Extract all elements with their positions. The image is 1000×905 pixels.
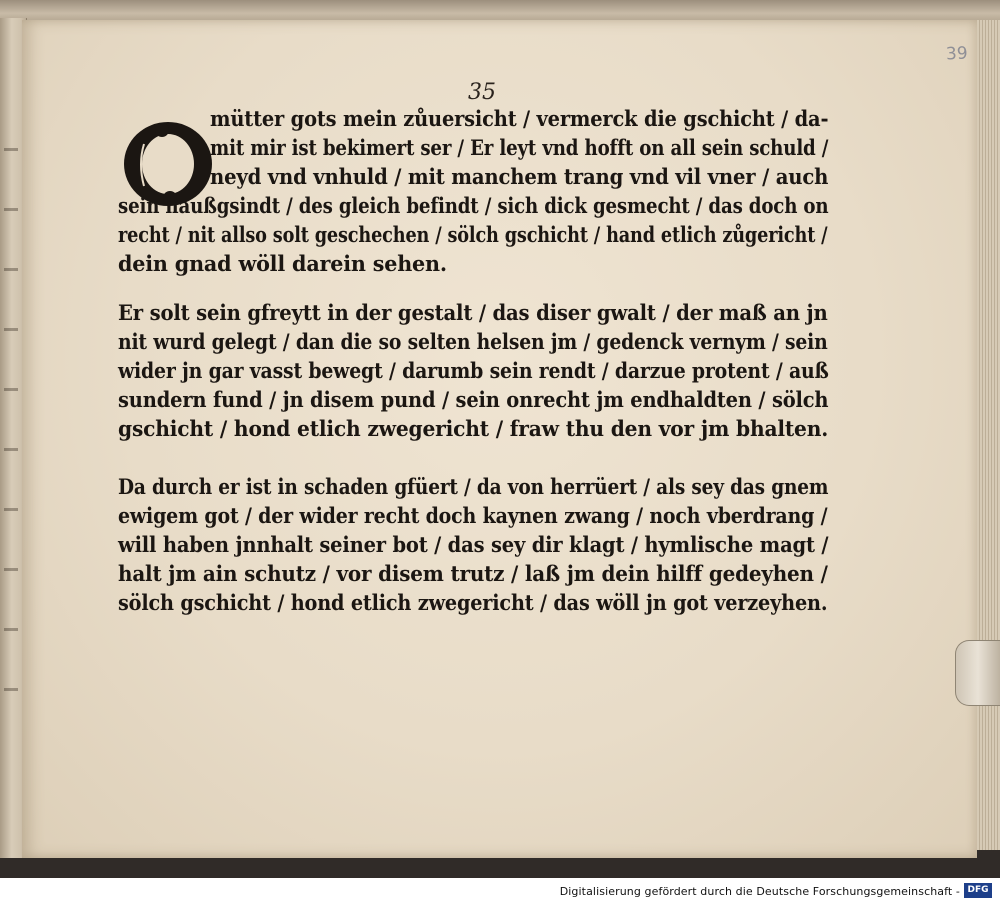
stanza-3 <box>118 472 838 617</box>
stanza-2 <box>118 298 838 443</box>
stanza-1-line-5: recht / nit allso solt geschechen / sölch gschicht / hand etlich zůgericht / <box>118 222 828 247</box>
stanza-1 <box>118 104 838 278</box>
stanza-1-line-1: mütter gots mein zůuersicht / vermerck die gschicht / da- <box>210 106 829 131</box>
stanza-2-line-3: wider jn gar vasst bewegt / darumb sein rendt / darzue protent / auß <box>118 358 829 383</box>
right-page-stack <box>973 20 1000 850</box>
stanza-1-line-3: neyd vnd vnhuld / mit manchem trang vnd vil vner / auch <box>210 164 829 189</box>
page-clip-tab <box>955 640 1000 706</box>
top-book-edge <box>0 0 1000 22</box>
page-number: 35 <box>468 80 496 105</box>
stanza-1-line-4: sein haußgsindt / des gleich befindt / sich dick gesmecht / das doch on <box>118 193 829 218</box>
funding-credit: Digitalisierung gefördert durch die Deutsche Forschungsgemeinschaft - <box>559 885 960 898</box>
stanza-3-line-1: Da durch er ist in schaden gfüert / da von herrüert / als sey das gnem <box>118 474 829 499</box>
dfg-logo-icon: DFG <box>964 883 992 898</box>
stanza-3-line-3: will haben jnnhalt seiner bot / das sey dir klagt / hymlische magt / <box>118 532 829 557</box>
stanza-3-line-5: sölch gschicht / hond etlich zwegericht / das wöll jn got verzeyhen. <box>118 590 828 615</box>
stanza-1-line-2: mit mir ist bekimert ser / Er leyt vnd hofft on all sein schuld / <box>210 135 829 160</box>
initial-letter: O <box>168 172 169 173</box>
stanza-2-line-4: sundern fund / jn disem pund / sein onrecht jm endhaldten / sölch <box>118 387 829 412</box>
stanza-3-line-2: ewigem got / der wider recht doch kaynen zwang / noch vberdrang / <box>118 503 828 528</box>
stanza-3-line-4: halt jm ain schutz / vor disem trutz / laß jm dein hilff gedeyhen / <box>118 561 828 586</box>
stanza-2-line-2: nit wurd gelegt / dan die so selten helsen jm / gedenck vernym / sein <box>118 329 828 354</box>
stanza-2-line-5: gschicht / hond etlich zwegericht / fraw thu den vor jm bhalten. <box>118 416 829 441</box>
stanza-1-line-6: dein gnad wöll darein sehen. <box>118 251 447 276</box>
pencil-folio-mark: 39 <box>945 43 969 65</box>
stanza-2-line-1: Er solt sein gfreytt in der gestalt / das diser gwalt / der maß an jn <box>118 300 828 325</box>
